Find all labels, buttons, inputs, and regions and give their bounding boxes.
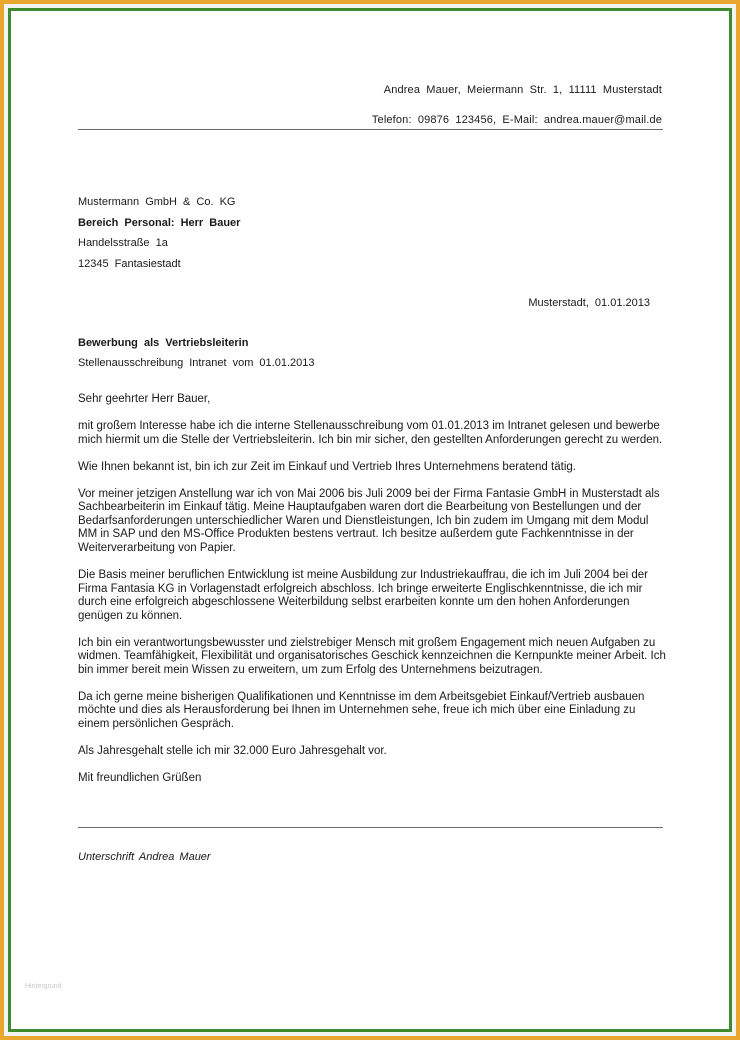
salutation: Sehr geehrter Herr Bauer,	[78, 393, 211, 405]
body-paragraph: Wie Ihnen bekannt ist, bin ich zur Zeit im Einkauf und Vertrieb Ihres Unternehmens beratend tätig.	[78, 460, 576, 473]
body-paragraph: Ich bin ein verantwortungsbewusster und zielstrebiger Mensch mit großem Engagement mich neuen Aufgaben zu widmen. Teamfähigkeit, Flexibilität und organisatorisches Geschick kennzeichnen die Kernpunkte meiner Arbeit. Ich bin immer bereit mein Wissen zu erweitern, um zum Erfolg des Unternehmens beizutragen.	[78, 636, 666, 676]
recipient-street: Handelsstraße 1a	[78, 237, 168, 249]
body-paragraph: mit großem Interesse habe ich die interne Stellenausschreibung vom 01.01.2013 im Intranet gelesen und bewerbe mich hiermit um die Stelle der Vertriebsleiterin. Ich bin mir sicher, den gestellten Anforderungen gerecht zu werden.	[78, 419, 663, 446]
signature-line: Unterschrift Andrea Mauer	[78, 851, 211, 863]
signature-divider	[78, 827, 663, 828]
recipient-city: 12345 Fantasiestadt	[78, 257, 181, 270]
letter-body	[78, 393, 668, 799]
subject-title: Bewerbung als Vertriebsleiterin	[78, 337, 249, 349]
contact-line: Telefon: 09876 123456, E-Mail: andrea.mauer@mail.de	[371, 114, 662, 126]
body-paragraph: Vor meiner jetzigen Anstellung war ich von Mai 2006 bis Juli 2009 bei der Firma Fantasie GmbH in Musterstadt als Sachbearbeiterin im Einkauf tätig. Meine Hauptaufgaben waren dort die Bearbeitung von Bestellungen und der Bedarfsanforderungen unterschiedlicher Waren und Dienstleistungen, Ich bin zudem im Umgang mit dem Modul MM in SAP und den MS-Office Produkten bestens vertraut. Ich besitze außerdem gute Fachkenntnisse in der Weiterverarbeitung von Papier.	[78, 487, 660, 554]
recipient-address	[78, 196, 240, 278]
subject-reference: Stellenausschreibung Intranet vom 01.01.2013	[78, 357, 315, 369]
body-paragraph: Da ich gerne meine bisherigen Qualifikationen und Kenntnisse im dem Arbeitsgebiet Einkauf/Vertrieb ausbauen möchte und dies als Herausforderung bei Ihnen im Unternehmen sehe, freue ich mich über eine Einladung zu einem persönlichen Gespräch.	[78, 690, 645, 731]
recipient-company: Mustermann GmbH & Co. KG	[78, 196, 236, 208]
watermark-text: Hintergrund	[25, 983, 62, 990]
recipient-department: Bereich Personal: Herr Bauer	[78, 216, 241, 229]
body-paragraph: Die Basis meiner beruflichen Entwicklung ist meine Ausbildung zur Industriekauffrau, die ich im Juli 2004 bei der Firma Fantasia KG in Vorlagenstadt erfolgreich abschloss. Ich bringe erweiterte Englischkenntnisse, die ich mir durch eine erfolgreich abgeschlossene Weiterbildung selbst erarbeiten konnte um den hohen Anforderungen genügen zu können.	[78, 568, 648, 622]
header-divider	[78, 129, 663, 130]
sender-line: Andrea Mauer, Meiermann Str. 1, 11111 Musterstadt	[383, 84, 662, 96]
subject-block	[78, 337, 315, 377]
date-line: Musterstadt, 01.01.2013	[528, 297, 650, 309]
body-paragraph: Als Jahresgehalt stelle ich mir 32.000 Euro Jahresgehalt vor.	[78, 745, 387, 758]
closing: Mit freundlichen Grüßen	[78, 772, 202, 784]
